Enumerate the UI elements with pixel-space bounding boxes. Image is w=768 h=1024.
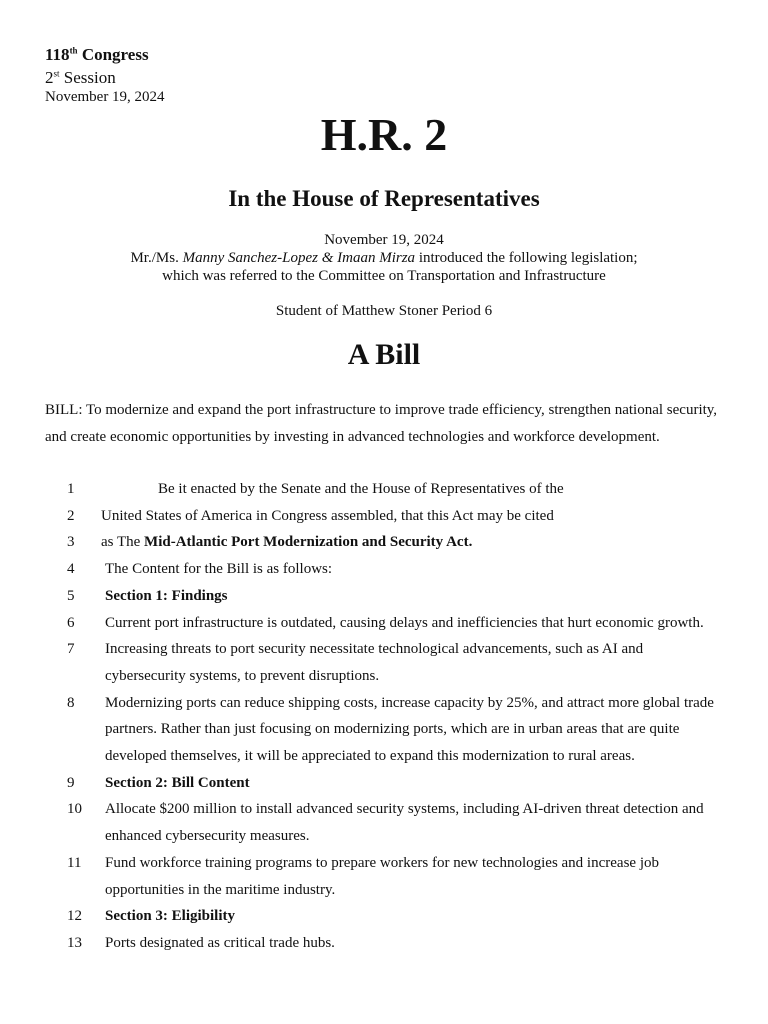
bill-line bbox=[0, 796, 768, 849]
header-date: November 19, 2024 bbox=[45, 89, 165, 105]
session-header bbox=[45, 68, 116, 88]
bill-line bbox=[0, 770, 768, 797]
congress-ordinal: th bbox=[69, 45, 78, 56]
line-text: Current port infrastructure is outdated, causing delays and inefficiencies that hurt economic growth. bbox=[105, 614, 704, 631]
line-number: 6 bbox=[67, 614, 75, 631]
sponsor-names: Manny Sanchez-Lopez & Imaan Mirza bbox=[182, 250, 416, 266]
section-heading: Section 1: Findings bbox=[105, 587, 228, 604]
congress-number: 118 bbox=[45, 45, 70, 64]
bill-line bbox=[0, 636, 768, 689]
introduction-block bbox=[0, 231, 768, 285]
sponsor-suffix: introduced the following legislation; bbox=[415, 250, 638, 266]
line-text: Fund workforce training programs to prepare workers for new technologies and increase job opportunities in the maritime industry. bbox=[105, 854, 659, 898]
introduction-date: November 19, 2024 bbox=[324, 232, 444, 248]
line-number: 11 bbox=[67, 854, 82, 871]
line-number: 5 bbox=[67, 587, 75, 604]
bill-line bbox=[0, 503, 768, 530]
bill-line bbox=[0, 610, 768, 637]
congress-header bbox=[45, 45, 149, 65]
session-number: 2 bbox=[45, 68, 54, 87]
bill-summary: BILL: To modernize and expand the port infrastructure to improve trade efficiency, strengthen national security, and create economic opportunities by investing in advanced technologies and workforce development. bbox=[45, 402, 718, 445]
act-short-title: Mid-Atlantic Port Modernization and Security Act. bbox=[144, 534, 473, 551]
bill-line bbox=[0, 930, 768, 957]
bill-line bbox=[0, 903, 768, 930]
bill-line bbox=[0, 583, 768, 610]
line-number: 7 bbox=[67, 641, 75, 658]
section-heading: Section 3: Eligibility bbox=[105, 908, 236, 925]
line-text: Increasing threats to port security necessitate technological advancements, such as AI and cybersecurity systems, to prevent disruptions. bbox=[105, 641, 644, 684]
bill-line bbox=[0, 850, 768, 903]
chamber-heading: In the House of Representatives bbox=[228, 186, 540, 211]
line-number: 4 bbox=[67, 561, 75, 578]
line-number: 10 bbox=[67, 801, 82, 818]
line-text: Be it enacted by the Senate and the House of Representatives of the bbox=[158, 481, 564, 497]
sponsor-prefix: Mr./Ms. bbox=[130, 250, 183, 266]
numbered-lines bbox=[0, 476, 768, 957]
line-text: Modernizing ports can reduce shipping costs, increase capacity by 25%, and attract more global trade partners. Rather than just focusing on modernizing ports, which are in urban areas that are quite developed themselves, it will be appreciated to expand this modernization to rural areas. bbox=[105, 694, 714, 765]
bill-line bbox=[0, 556, 768, 583]
bill-heading: A Bill bbox=[347, 338, 421, 371]
bill-line bbox=[0, 476, 768, 503]
bill-line bbox=[0, 529, 768, 556]
sponsor-line bbox=[0, 249, 768, 267]
session-label: Session bbox=[59, 68, 116, 87]
line-number: 13 bbox=[67, 934, 82, 951]
section-heading: Section 2: Bill Content bbox=[105, 774, 250, 791]
congress-label: Congress bbox=[77, 45, 149, 64]
line-number: 9 bbox=[67, 774, 75, 791]
line-prefix: as The bbox=[101, 534, 145, 551]
bill-number-title: H.R. 2 bbox=[320, 109, 448, 160]
bill-line bbox=[0, 690, 768, 770]
line-number: 12 bbox=[67, 908, 82, 925]
committee-referral: which was referred to the Committee on Transportation and Infrastructure bbox=[162, 268, 606, 284]
line-number: 1 bbox=[67, 481, 75, 497]
line-text: Allocate $200 million to install advanced security systems, including AI-driven threat detection and enhanced cybersecurity measures. bbox=[105, 801, 704, 845]
student-line: Student of Matthew Stoner Period 6 bbox=[275, 303, 493, 319]
session-ordinal: st bbox=[53, 68, 60, 79]
line-number: 3 bbox=[67, 534, 75, 551]
line-text-wrapper bbox=[101, 529, 716, 556]
line-number: 2 bbox=[67, 507, 75, 524]
line-number: 8 bbox=[67, 694, 75, 711]
line-text: United States of America in Congress assembled, that this Act may be cited bbox=[101, 507, 554, 524]
line-text: Ports designated as critical trade hubs. bbox=[105, 934, 335, 951]
line-text: The Content for the Bill is as follows: bbox=[105, 561, 333, 578]
